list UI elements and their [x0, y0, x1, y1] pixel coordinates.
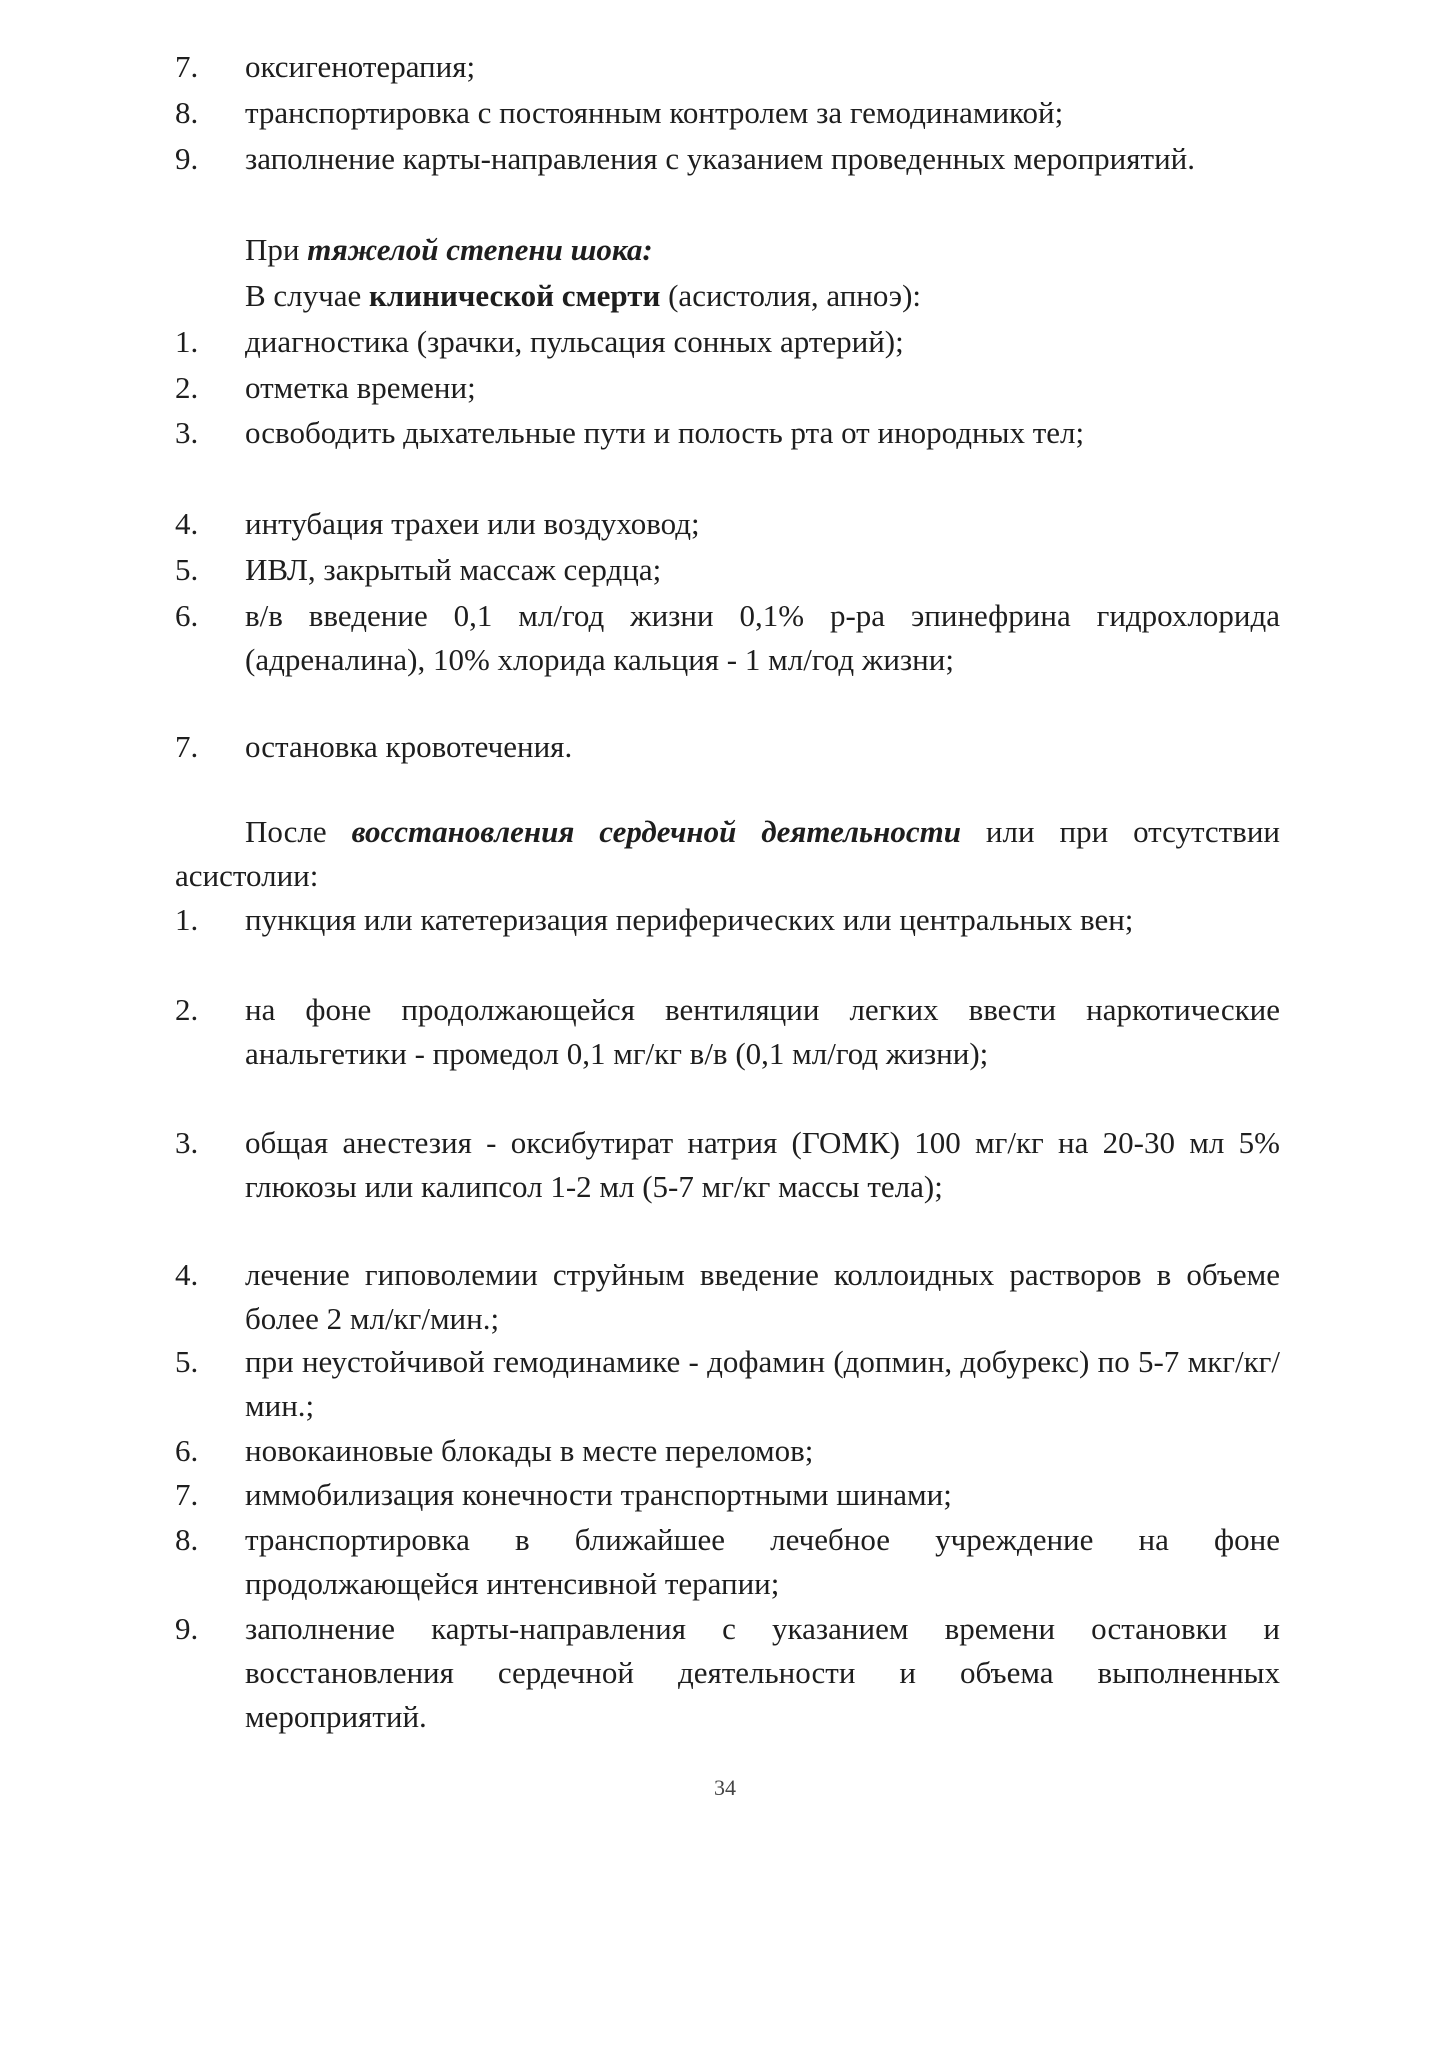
list-text: на фоне продолжающейся вентиляции легких ввести наркотические анальгетики - промедол 0,1 мг/кг в/в (0,1 мл/год жизни); — [245, 992, 1280, 1071]
list-text: транспортировка в ближайшее лечебное учреждение на фоне продолжающейся интенсивной терапии; — [245, 1522, 1280, 1601]
list-text: лечение гиповолемии струйным введение коллоидных растворов в объеме более 2 мл/кг/мин.; — [245, 1257, 1280, 1336]
list-text: отметка времени; — [245, 370, 476, 405]
severe-emphasis: тяжелой степени шока: — [307, 232, 653, 267]
list-item — [175, 320, 1280, 364]
list-text: общая анестезия - оксибутират натрия (ГОМК) 100 мг/кг на 20-30 мл 5% глюкозы или калипсол 1-2 мл (5-7 мг/кг массы тела); — [245, 1125, 1280, 1204]
list-number: 4. — [175, 1257, 199, 1292]
list-item — [175, 45, 1280, 89]
list-number: 3. — [175, 1125, 199, 1160]
list-text: оксигенотерапия; — [245, 49, 476, 84]
list-text: транспортировка с постоянным контролем за гемодинамикой; — [245, 95, 1064, 130]
recovery-tail: или при отсутствии асистолии: — [175, 814, 1281, 893]
list-item — [175, 137, 1280, 181]
list-number: 2. — [175, 992, 199, 1027]
clinical-death-tail: (асистолия, апноэ): — [660, 278, 921, 313]
list-text: диагностика (зрачки, пульсация сонных артерий); — [245, 324, 904, 359]
clinical-death-heading — [245, 274, 1280, 318]
list-item — [175, 411, 1280, 455]
list-number: 7. — [175, 729, 199, 764]
list-item — [175, 1473, 1280, 1517]
list-text: при неустойчивой гемодинамике - дофамин (допмин, добурекс) по 5-7 мкг/кг/мин.; — [245, 1344, 1280, 1423]
recovery-paragraph — [175, 810, 1280, 898]
list-number: 8. — [175, 95, 199, 130]
list-text: иммобилизация конечности транспортными шинами; — [245, 1477, 952, 1512]
list-item — [175, 1607, 1280, 1739]
list-item — [175, 548, 1280, 592]
list-text: новокаиновые блокады в месте переломов; — [245, 1433, 814, 1468]
list-number: 9. — [175, 141, 199, 176]
list-text: освободить дыхательные пути и полость рта от инородных тел; — [245, 415, 1085, 450]
list-number: 5. — [175, 552, 199, 587]
list-number: 3. — [175, 415, 199, 450]
severe-lead: При — [245, 232, 308, 267]
list-number: 7. — [175, 49, 199, 84]
list-number: 7. — [175, 1477, 199, 1512]
list-item — [175, 366, 1280, 410]
severe-shock-heading — [245, 228, 1280, 272]
list-item — [175, 1340, 1280, 1428]
list-number: 1. — [175, 324, 199, 359]
clinical-death-lead: В случае — [245, 278, 370, 313]
list-number: 8. — [175, 1522, 199, 1557]
list-text: заполнение карты-направления с указанием проведенных мероприятий. — [245, 141, 1196, 176]
list-number: 6. — [175, 598, 199, 633]
list-number: 1. — [175, 902, 199, 937]
list-text: пункция или катетеризация периферических или центральных вен; — [245, 902, 1134, 937]
list-number: 4. — [175, 506, 199, 541]
list-item — [175, 1253, 1280, 1341]
list-item — [175, 988, 1280, 1076]
list-text: заполнение карты-направления с указанием времени остановки и восстановления сердечной деятельности и объема выполненных мероприятий. — [245, 1611, 1280, 1734]
list-item — [175, 91, 1280, 135]
list-number: 9. — [175, 1611, 199, 1646]
list-text: интубация трахеи или воздуховод; — [245, 506, 700, 541]
recovery-lead: После — [245, 814, 352, 849]
list-number: 2. — [175, 370, 199, 405]
list-text: остановка кровотечения. — [245, 729, 573, 764]
list-item — [175, 1121, 1280, 1209]
list-item — [175, 898, 1280, 942]
list-text: в/в введение 0,1 мл/год жизни 0,1% р-ра эпинефрина гидрохлорида (адреналина), 10% хлорида кальция - 1 мл/год жизни; — [245, 598, 1280, 677]
list-text: ИВЛ, закрытый массаж сердца; — [245, 552, 662, 587]
list-item — [175, 1429, 1280, 1473]
clinical-death-emphasis: клинической смерти — [369, 278, 661, 313]
list-number: 6. — [175, 1433, 199, 1468]
recovery-emphasis: восстановления сердечной деятельности — [351, 814, 961, 849]
list-number: 5. — [175, 1344, 199, 1379]
list-item — [175, 1518, 1280, 1606]
list-item — [175, 725, 1280, 769]
page-number: 34 — [714, 1775, 736, 1800]
list-item — [175, 502, 1280, 546]
list-item — [175, 594, 1280, 682]
